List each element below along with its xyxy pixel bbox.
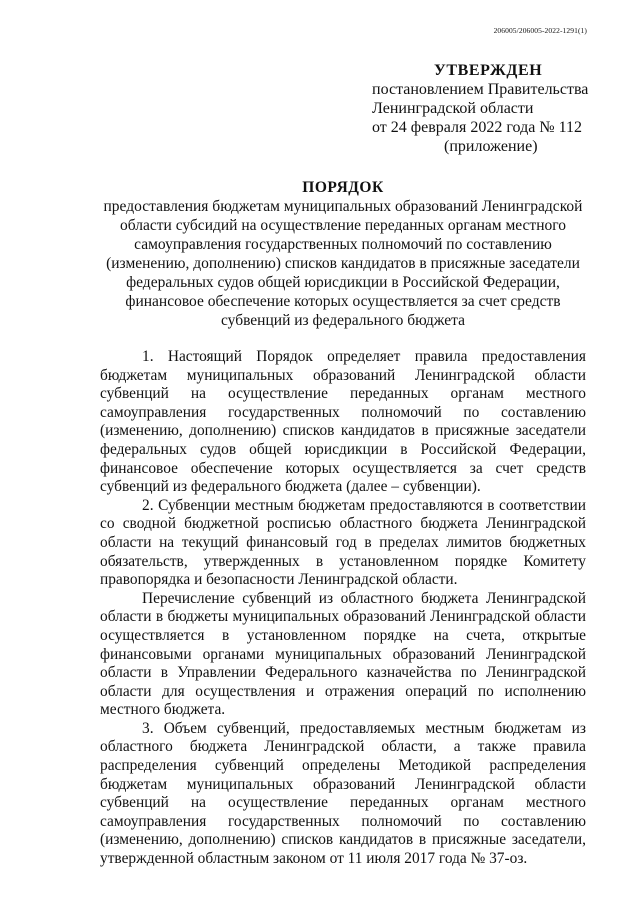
paragraph-2: 2. Субвенции местным бюджетам предоставляются в соответствии со сводной бюджетной росписью областного бюджета Ленинградской области на текущий финансовый год в пределах лимитов бюджетных обязательств, утвержденных в установленном порядке Комитету правопорядка и безопасности Ленинградской области.	[100, 496, 586, 589]
paragraph-4: 3. Объем субвенций, предоставляемых местным бюджетам из областного бюджета Ленинградской области, а также правила распределения субвенций определены Методикой распределения бюджетам муниципальных образований Ленинградской области субвенций на осуществление переданных органам местного самоуправления государственных полномочий по составлению (изменению, дополнению) списков кандидатов в присяжные заседатели, утвержденной областным законом от 11 июля 2017 года № 37-оз.	[100, 719, 586, 868]
approval-stamp	[372, 61, 612, 156]
approval-line: от 24 февраля 2022 года № 112	[372, 119, 583, 136]
document-id: 206005/206005-2022-1291(1)	[493, 26, 587, 35]
paragraph-3: Перечисление субвенций из областного бюджета Ленинградской области в бюджеты муниципальных образований Ленинградской области осуществляется в установленном порядке на счета, открытые финансовыми органами муниципальных образований Ленинградской области в Управлении Федерального казначейства по Ленинградской области для осуществления и отражения операций по исполнению местного бюджета.	[100, 589, 586, 719]
approval-line: Ленинградской области	[372, 100, 534, 117]
approval-line: постановлением Правительства	[372, 81, 589, 98]
approval-heading: УТВЕРЖДЕН	[434, 62, 543, 79]
paragraph-1: 1. Настоящий Порядок определяет правила предоставления бюджетам муниципальных образований Ленинградской области субвенций на осуществление переданных органам местного самоуправления государственных полномочий по составлению (изменению, дополнению) списков кандидатов в присяжные заседатели федеральных судов общей юрисдикции в Российской Федерации, финансовое обеспечение которых осуществляется за счет средств субвенций из федерального бюджета (далее – субвенции).	[100, 348, 586, 496]
title-main: ПОРЯДОК	[302, 179, 384, 196]
document-title	[100, 178, 586, 330]
title-subtitle: предоставления бюджетам муниципальных образований Ленинградской области субсидий на осуществление переданных органам местного самоуправления государственных полномочий по составлению (изменению, дополнению) списков кандидатов в присяжные заседатели федеральных судов общей юрисдикции в Российской Федерации, финансовое обеспечение которых осуществляется за счет средств субвенций из федерального бюджета	[103, 198, 583, 329]
approval-note: (приложение)	[444, 138, 538, 155]
document-body	[100, 348, 586, 869]
